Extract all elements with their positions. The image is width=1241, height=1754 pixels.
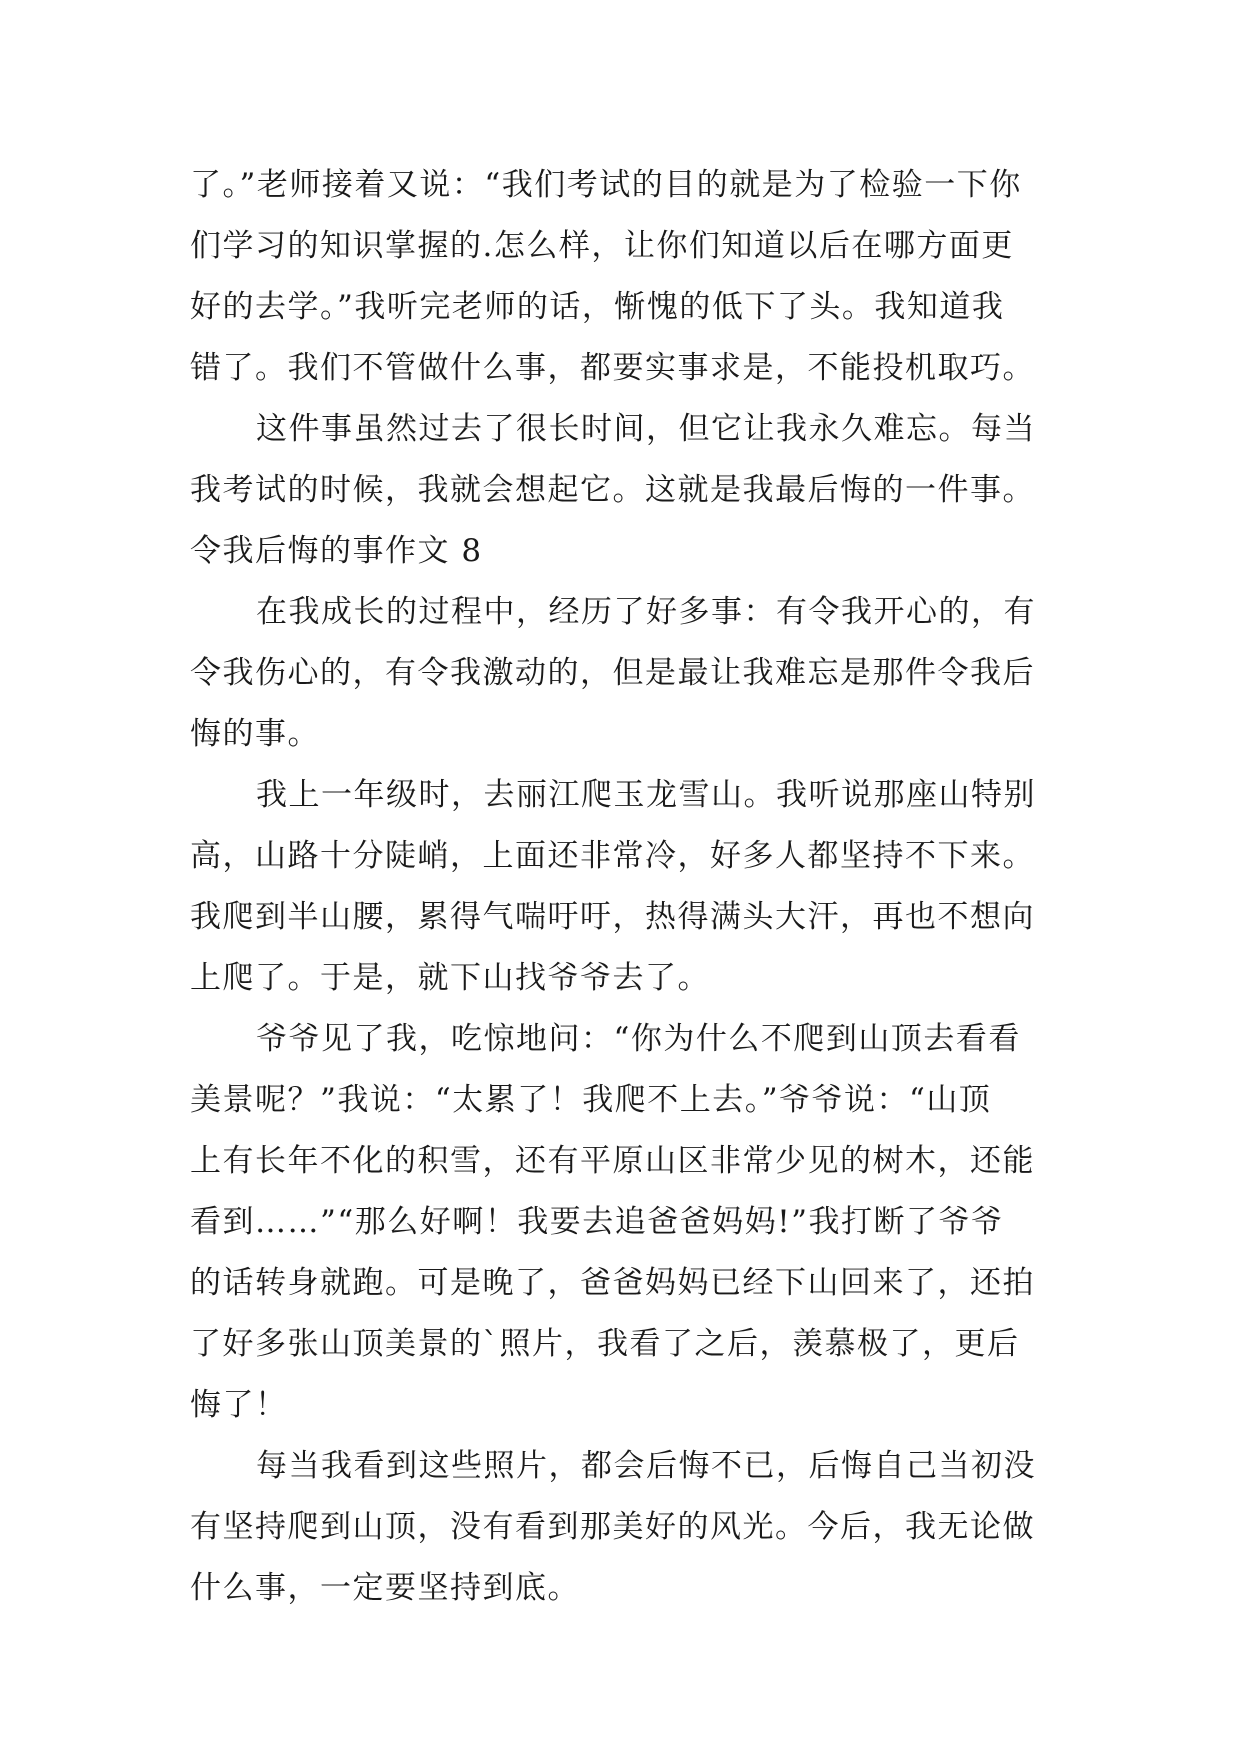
text-line: 美景呢？”我说：“太累了！我爬不上去。”爷爷说：“山顶 (190, 1082, 992, 1118)
text-line: 在我成长的过程中，经历了好多事：有令我开心的，有 (256, 594, 1036, 630)
body-text (190, 155, 1070, 1619)
text-line: 了好多张山顶美景的`照片，我看了之后，羡慕极了，更后 (190, 1326, 1020, 1362)
text-line: 看到……”“那么好啊！我要去追爸爸妈妈!”我打断了爷爷 (190, 1204, 1004, 1240)
text-line: 上爬了。于是，就下山找爷爷去了。 (190, 960, 710, 996)
text-line: 令我伤心的，有令我激动的，但是最让我难忘是那件令我后 (190, 655, 1035, 691)
text-line: 我上一年级时，去丽江爬玉龙雪山。我听说那座山特别 (256, 777, 1036, 813)
text-line: 的话转身就跑。可是晚了，爸爸妈妈已经下山回来了，还拍 (190, 1265, 1035, 1301)
text-line: 每当我看到这些照片，都会后悔不已，后悔自己当初没 (256, 1448, 1036, 1484)
text-line: 好的去学。”我听完老师的话，惭愧的低下了头。我知道我 (190, 289, 1005, 325)
text-line: 爷爷见了我，吃惊地问：“你为什么不爬到山顶去看看 (256, 1021, 1021, 1057)
text-line: 我考试的时候，我就会想起它。这就是我最后悔的一件事。 (190, 472, 1035, 508)
text-line: 错了。我们不管做什么事，都要实事求是，不能投机取巧。 (190, 350, 1035, 386)
text-line: 什么事，一定要坚持到底。 (190, 1570, 580, 1606)
text-line: 我爬到半山腰，累得气喘吁吁，热得满头大汗，再也不想向 (190, 899, 1035, 935)
text-line: 令我后悔的事作文 8 (190, 533, 483, 569)
text-line: 上有长年不化的积雪，还有平原山区非常少见的树木，还能 (190, 1143, 1035, 1179)
text-line: 悔了！ (190, 1387, 288, 1423)
text-line: 高，山路十分陡峭，上面还非常冷，好多人都坚持不下来。 (190, 838, 1035, 874)
text-line: 们学习的知识掌握的.怎么样，让你们知道以后在哪方面更 (190, 228, 1014, 264)
text-line: 有坚持爬到山顶，没有看到那美好的风光。今后，我无论做 (190, 1509, 1035, 1545)
text-line: 了。”老师接着又说：“我们考试的目的就是为了检验一下你 (190, 167, 1022, 203)
text-line: 悔的事。 (190, 716, 320, 752)
text-line: 这件事虽然过去了很长时间，但它让我永久难忘。每当 (256, 411, 1036, 447)
